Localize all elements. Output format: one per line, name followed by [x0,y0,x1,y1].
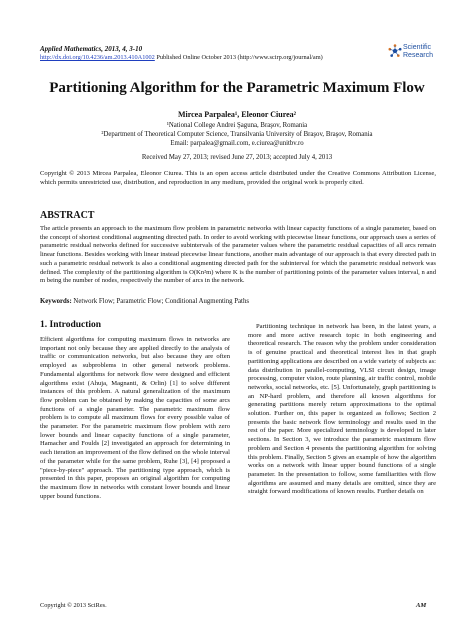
footer-journal-abbr: AM [416,602,427,609]
keywords-text: Network Flow; Parametric Flow; Conditional Augmenting Paths [71,298,249,305]
abstract-text: The article presents an approach to the maximum flow problem in parametric networks with linear capacity functions of a single parameter, based on the concept of shortest conditional augmenting directed path. In order to avoid working with piecewise linear functions, our approach uses a series of parametric residual networks defined for successive subintervals of the parameter values where the parametric residual capacities of all arcs remain linear functions. Besides working with linear instead piecewise linear functions, another main advantage of our approach is that every directed path in such a parametric residual network is also a conditional augmenting directed path for the subinterval for which the parametric residual network was defined. The complexity of the partitioning algorithm is O(Kn²m) where K is the number of partitioning points of the parameter values interval, n and m being the number of nodes, respectively the number of arcs in the network. [40,225,436,285]
footer-copyright: Copyright © 2013 SciRes. [40,602,107,609]
publisher-name-line2: Research [403,52,433,59]
section-heading-introduction: 1. Introduction [40,320,102,330]
publisher-name-line1: Scientific [403,44,432,51]
author-list: Mircea Parpalea¹, Eleonor Ciurea² [177,110,297,119]
publisher-name [403,44,433,60]
paper-title: Partitioning Algorithm for the Parametric Maximum Flow [49,80,425,96]
journal-citation: Applied Mathematics, 2013, 4, 3-10 [40,45,143,53]
scientific-research-logo-icon [388,44,402,58]
received-dates: Received May 27, 2013; revised June 27, 2013; accepted July 4, 2013 [141,154,333,161]
affiliation-1: ¹National College Andrei Şaguna, Braşov, Romania [166,122,308,129]
keywords-line [40,298,249,305]
keywords-label: Keywords: [40,298,72,305]
author-email: Email: parpalea@gmail.com, e.ciurea@unitbv.ro [170,140,304,147]
license-statement: Copyright © 2013 Mircea Parpalea, Eleonor Ciurea. This is an open access article distributed under the Creative Commons Attribution License, which permits unrestricted use, distribution, and reproduction in any medium, provided the original work is properly cited. [40,170,436,186]
doi-line [40,54,323,61]
publication-info: Published Online October 2013 (http://www.scirp.org/journal/am) [154,54,323,61]
introduction-left-column: Efficient algorithms for computing maximum flows in networks are important not only because they are applied directly to the analysis of traffic or communication networks, but also because they are often employed as subproblems in other general network problems. Fundamental algorithms for network flow were designed and efficient algorithms exist (Ahuja, Magnanti, & Orlin) [1] to solve different instances of this problem. A natural generalization of the maximum flow problem can be obtained by making the capacities of some arcs functions of a single parameter. The parametric maximum flow problem is to compute all maximum flows for every possible value of the parameter. For the parametric maximum flow problem with zero lower bounds and linear capacity functions of a single parameter, Hamacher and Foulds [2] investigated an approach for determining in each iteration an improvement of the flow defined on the whole interval of the parameter while for the same problem, Ruhe [3], [4] proposed a "piece-by-piece" approach. The partitioning type approach, which is presented in this paper, proposes an original algorithm for computing the maximum flow in networks with constant lower bounds and linear upper bound functions. [40,336,230,500]
abstract-heading: ABSTRACT [40,210,95,221]
publisher-logo [388,42,448,64]
affiliation-2: ²Department of Theoretical Computer Science, Transilvania University of Braşov, Braşov, Romania [101,131,373,138]
introduction-right-column: Partitioning technique in network has been, in the latest years, a more and more active research topic in both engineering and theoretical research. The reason why the problem under consideration is of genuine practical and theoretical interest lies in that graph partitioning applications are described on a wide variety of subjects as: data distribution in parallel-computing, VLSI circuit design, image processing, computer vision, route planning, air traffic control, mobile networks, social networks, etc. [5]. Unfortunately, graph partitioning is an NP-hard problem, and therefore all known algorithms for generating partitions merely return approximations to the optimal solution. Further on, this paper is organized as follows; Section 2 presents the basic network flow terminology and results used in the rest of the paper. More specialized terminology is developed in later sections. In Section 3, we introduce the parametric maximum flow problem and Section 4 presents the partitioning algorithm for solving this problem. Finally, Section 5 gives an example of how the algorithm works on a network with linear upper bound functions of a single parameter. In the presentation to follow, some familiarities with flow algorithms are assumed and many details are omitted, since they are straight forward modifications of known results. Further details on [248,323,436,496]
doi-link[interactable]: http://dx.doi.org/10.4236/am.2013.410A1002 [40,54,155,61]
